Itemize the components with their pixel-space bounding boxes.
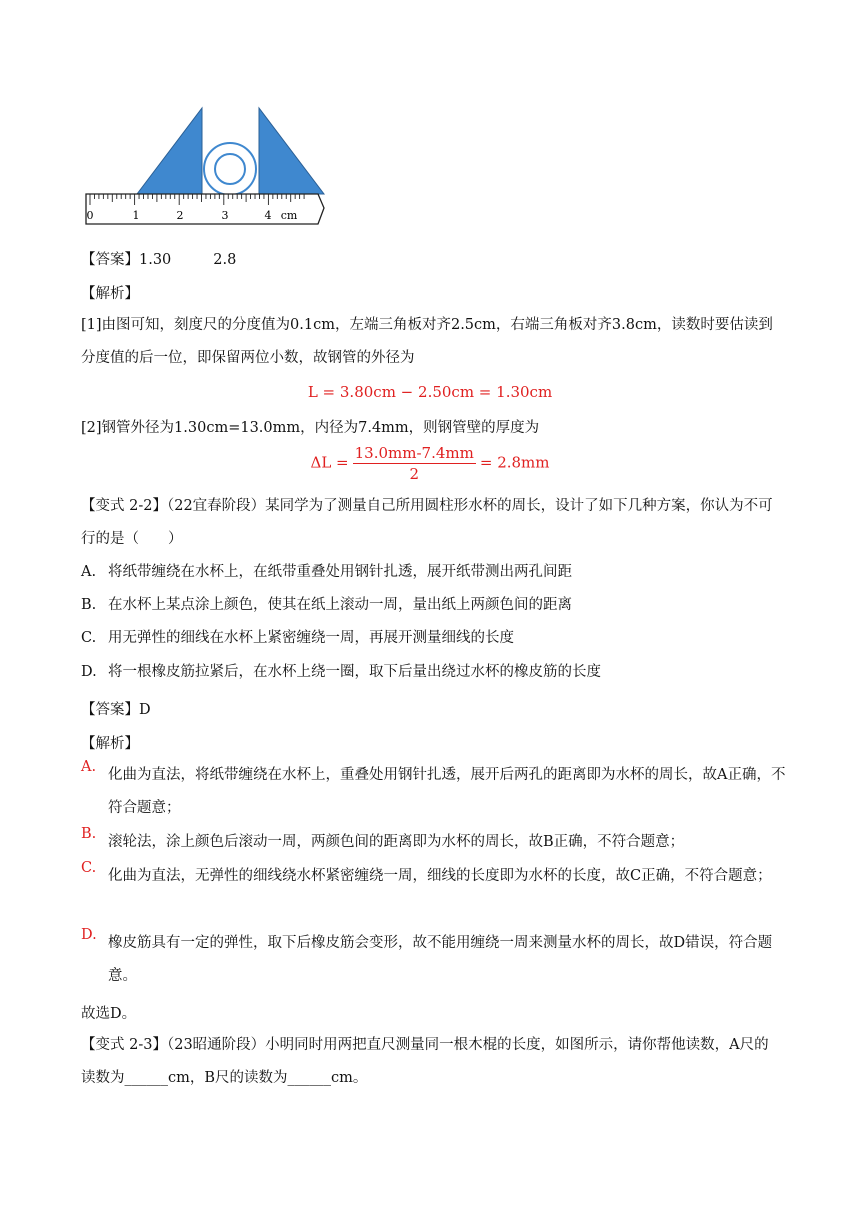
- tube-inner-circle: [215, 154, 245, 184]
- q1-equation-2: [0, 444, 860, 483]
- solution-text: 橡皮筋具有一定的弹性，取下后橡皮筋会变形，故不能用缠绕一周来测量水杯的周长，故D错误，符合题意。: [108, 935, 773, 984]
- answer-value-1: 1.30: [139, 252, 172, 268]
- q2-stem: [81, 490, 781, 556]
- ruler-unit-label: cm: [280, 209, 298, 222]
- q3-stem: [81, 1029, 781, 1095]
- option-letter: B.: [81, 597, 97, 613]
- eq2-numerator: 13.0mm-7.4mm: [354, 444, 474, 462]
- q2-tag: 【变式 2-2】: [81, 498, 167, 514]
- right-triangle: [259, 108, 324, 194]
- answer-value-2: 2.8: [213, 252, 237, 268]
- q2-solution-c: [81, 860, 786, 893]
- left-triangle: [137, 108, 202, 194]
- answer-value: D: [139, 702, 151, 718]
- solution-text: 化曲为直法，无弹性的细线绕水杯紧密缠绕一周，细线的长度即为水杯的长度，故C正确，不符合题意；: [108, 868, 772, 884]
- option-letter: A.: [81, 564, 97, 580]
- q2-option-d: [81, 656, 781, 689]
- q2-option-b: [81, 589, 781, 622]
- solution-text: 化曲为直法，将纸带缠绕在水杯上，重叠处用钢针扎透，展开后两孔的距离即为水杯的周长，故A正确，不符合题意；: [108, 767, 786, 816]
- answer-label: 【答案】: [81, 252, 139, 268]
- solution-letter: A.: [81, 759, 97, 775]
- q3-stem-text: （23昭通阶段）小明同时用两把直尺测量同一根木棍的长度，如图所示，请你帮他读数，A尺的读数为______cm，B尺的读数为______cm。: [81, 1037, 769, 1086]
- q1-answer-line: [81, 248, 236, 269]
- option-letter: C.: [81, 630, 97, 646]
- answer-label: 【答案】: [81, 702, 139, 718]
- eq2-lhs: ΔL =: [310, 453, 349, 472]
- eq2-denominator: 2: [409, 465, 420, 483]
- option-text: 将一根橡皮筋拉紧后，在水杯上绕一圈，取下后量出绕过水杯的橡皮筋的长度: [108, 664, 601, 680]
- q1-analysis-label: 【解析】: [81, 286, 139, 302]
- q1-equation-1: L = 3.80cm − 2.50cm = 1.30cm: [307, 383, 553, 401]
- solution-text: 滚轮法，涂上颜色后滚动一周，两颜色间的距离即为水杯的周长，故B正确，不符合题意；: [108, 834, 685, 850]
- option-text: 在水杯上某点涂上颜色，使其在纸上滚动一周，量出纸上两颜色间的距离: [108, 597, 572, 613]
- option-letter: D.: [81, 664, 97, 680]
- ruler-figure: [82, 100, 332, 236]
- q2-answer-line: [81, 698, 151, 719]
- ruler-label-1: 1: [132, 209, 140, 222]
- q2-solution-b: [81, 826, 786, 859]
- q1-analysis-p2: [2]钢管外径为1.30cm=13.0mm，内径为7.4mm，则钢管壁的厚度为: [81, 420, 540, 436]
- solution-letter: B.: [81, 826, 97, 842]
- q2-solution-a: [81, 759, 786, 825]
- q1-analysis-p1: [1]由图可知，刻度尺的分度值为0.1cm，左端三角板对齐2.5cm，右端三角板对齐3.8cm，读数时要估读到分度值的后一位，即保留两位小数，故钢管的外径为: [81, 317, 773, 366]
- q2-analysis-label: 【解析】: [81, 736, 139, 752]
- q2-solution-d: [81, 927, 786, 993]
- option-text: 用无弹性的细线在水杯上紧密缠绕一周，再展开测量细线的长度: [108, 630, 514, 646]
- q3-tag: 【变式 2-3】: [81, 1037, 167, 1053]
- q2-stem-text: （22宜春阶段）某同学为了测量自己所用圆柱形水杯的周长，设计了如下几种方案，你认为不可行的是（ ）: [81, 498, 773, 547]
- q2-conclusion: 故选D。: [81, 1006, 137, 1022]
- option-text: 将纸带缠绕在水杯上，在纸带重叠处用钢针扎透，展开纸带测出两孔间距: [108, 564, 572, 580]
- solution-letter: D.: [81, 927, 97, 943]
- eq2-fraction: [353, 444, 476, 483]
- q2-option-c: [81, 622, 781, 655]
- q2-option-a: [81, 556, 781, 589]
- ruler-label-3: 3: [221, 209, 229, 222]
- solution-letter: C.: [81, 860, 97, 876]
- eq2-rhs: = 2.8mm: [479, 453, 550, 472]
- ruler-label-0: 0: [86, 209, 94, 222]
- ruler-label-4: 4: [264, 209, 272, 222]
- ruler-label-2: 2: [176, 209, 184, 222]
